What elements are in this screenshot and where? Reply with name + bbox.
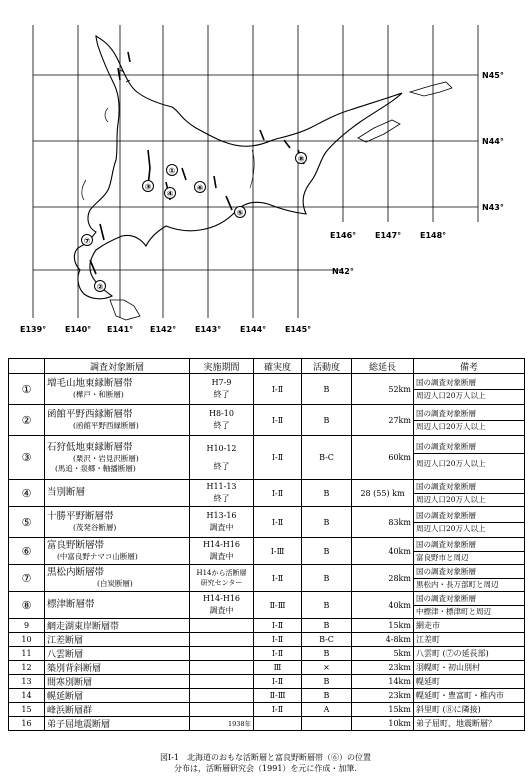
table-row xyxy=(9,592,525,619)
remarks-cell xyxy=(414,565,525,592)
lon-label-139: E139° xyxy=(20,325,47,334)
hokkaido-fault-map xyxy=(0,0,531,345)
fault-subname: (栗沢・岩見沢断層) xyxy=(73,453,139,463)
activity-cell: B xyxy=(302,374,352,405)
activity-cell: B xyxy=(302,405,352,436)
table-row xyxy=(9,647,525,661)
certainty-cell: Ⅰ-Ⅱ xyxy=(254,480,302,507)
row-number: ① xyxy=(9,374,45,405)
fault-name: 網走湖東岸断層帯 xyxy=(45,619,190,633)
marker-6: ⑥ xyxy=(196,183,204,193)
remarks-cell xyxy=(414,538,525,565)
lon-label-146: E146° xyxy=(330,231,357,240)
remark-line: 国の調査対象断層 xyxy=(416,593,476,603)
fault-survey-table xyxy=(8,358,525,731)
period-cell xyxy=(190,436,254,480)
row-number: ⑥ xyxy=(9,538,45,565)
period-years: H11-13 xyxy=(206,482,237,491)
period-cell xyxy=(190,619,254,633)
activity-cell: B xyxy=(302,647,352,661)
fault-subname: (函館平野西縁断層) xyxy=(73,421,139,430)
remark-line: 国の調査対象断層 xyxy=(416,408,476,418)
remark-line: 国の調査対象断層 xyxy=(416,481,476,491)
fault-subname: (白炭断層) xyxy=(97,579,133,588)
row-number: 12 xyxy=(9,661,45,675)
fault-name: 八雲断層 xyxy=(45,647,190,661)
fault-name: 石狩低地東縁断層帯 xyxy=(47,441,133,453)
table-row xyxy=(9,619,525,633)
remark-line: 国の調査対象断層 xyxy=(416,539,476,549)
lat-label-44: N44° xyxy=(482,137,504,146)
certainty-cell: Ⅰ-Ⅱ xyxy=(254,703,302,717)
length-cell: 15km xyxy=(352,619,414,633)
remarks-cell: 羽幌町・初山別村 xyxy=(414,661,525,675)
fault-name-cell xyxy=(45,436,190,480)
fault-name: 富良野断層帯 xyxy=(47,540,105,551)
period-years: H14-H16 xyxy=(202,540,240,549)
remark-line: 国の調査対象断層 xyxy=(416,566,476,576)
activity-cell: B xyxy=(302,689,352,703)
fault-name: 幌延断層 xyxy=(45,689,190,703)
fault-lines xyxy=(90,52,304,274)
remarks-cell: 弟子屈町、地震断層？ xyxy=(414,717,525,731)
activity-cell: × xyxy=(302,661,352,675)
table-row xyxy=(9,436,525,480)
certainty-cell xyxy=(254,717,302,731)
marker-8: ⑧ xyxy=(297,154,305,164)
certainty-cell: Ⅰ-Ⅱ xyxy=(254,675,302,689)
remark-line: 黒松内・長万部町と周辺 xyxy=(414,578,524,591)
table-row xyxy=(9,405,525,436)
remarks-cell: 幌延町 xyxy=(414,675,525,689)
length-cell: 15km xyxy=(352,703,414,717)
length-cell: 10km xyxy=(352,717,414,731)
row-number: 14 xyxy=(9,689,45,703)
row-number: 9 xyxy=(9,619,45,633)
fault-name: 十勝平野断層帯 xyxy=(47,511,114,522)
fault-subname-2: (馬追・泉郷・軸播断層) xyxy=(55,463,136,473)
fault-name: 当別断層 xyxy=(47,487,86,498)
remark-line: 国の調査対象断層 xyxy=(416,442,476,451)
remarks-cell: 八雲町 (⑦の延長部) xyxy=(414,647,525,661)
row-number: ② xyxy=(9,405,45,436)
lon-label-142: E142° xyxy=(150,325,177,334)
certainty-cell: Ⅰ-Ⅱ xyxy=(254,619,302,633)
certainty-cell: Ⅰ-Ⅱ xyxy=(254,374,302,405)
period-cell xyxy=(190,374,254,405)
header-certainty: 確実度 xyxy=(254,359,302,374)
lon-label-141: E141° xyxy=(107,325,134,334)
fault-name: 黒松内断層帯 xyxy=(47,567,105,578)
caption-line-1: 図Ⅰ-1 北海道のおもな活断層と富良野断層帯（⑥）の位置 xyxy=(160,753,371,762)
period-years: H13-16 xyxy=(206,511,237,520)
coastline xyxy=(74,36,452,320)
period-years: H8-10 xyxy=(209,409,234,418)
marker-5: ⑤ xyxy=(236,208,244,218)
row-number: ⑤ xyxy=(9,507,45,538)
fault-name-cell xyxy=(45,480,190,507)
table-header-row xyxy=(9,359,525,374)
period-cell xyxy=(190,592,254,619)
marker-4: ④ xyxy=(166,189,174,199)
remark-line: 周辺人口20万人以上 xyxy=(414,493,524,506)
remark-line: 周辺人口20万人以上 xyxy=(414,453,524,474)
activity-cell xyxy=(302,717,352,731)
lon-label-145: E145° xyxy=(285,325,312,334)
table-row xyxy=(9,661,525,675)
table-row xyxy=(9,689,525,703)
fault-subname: (樺戸・和断層) xyxy=(73,390,124,399)
fault-subname: (茂発谷断層) xyxy=(73,523,117,532)
remark-line: 国の調査対象断層 xyxy=(416,510,476,520)
length-cell: 14km xyxy=(352,675,414,689)
activity-cell: B xyxy=(302,619,352,633)
remarks-cell: 斜里町 (⑧に隣接) xyxy=(414,703,525,717)
activity-cell: B xyxy=(302,565,352,592)
fault-name-cell xyxy=(45,565,190,592)
header-activity: 活動度 xyxy=(302,359,352,374)
remarks-cell xyxy=(414,374,525,405)
period-cell xyxy=(190,405,254,436)
remark-line: 周辺人口20万人以上 xyxy=(414,522,524,535)
period-cell xyxy=(190,633,254,647)
table-row xyxy=(9,703,525,717)
fault-name: 標津断層帯 xyxy=(47,599,95,610)
fault-name: 築別背斜断層 xyxy=(45,661,190,675)
remarks-cell xyxy=(414,436,525,480)
table-row xyxy=(9,565,525,592)
row-number: ⑦ xyxy=(9,565,45,592)
certainty-cell: Ⅰ-Ⅱ xyxy=(254,507,302,538)
marker-3: ③ xyxy=(144,182,152,192)
lon-label-144: E144° xyxy=(240,325,267,334)
activity-cell: B xyxy=(302,675,352,689)
certainty-cell: Ⅰ-Ⅱ xyxy=(254,436,302,480)
remarks-cell: 幌延町・豊富町・稚内市 xyxy=(414,689,525,703)
period-status: 調査中 xyxy=(209,606,234,615)
period-status: 研究センター xyxy=(200,579,243,587)
row-number: 15 xyxy=(9,703,45,717)
certainty-cell: Ⅰ-Ⅱ xyxy=(254,633,302,647)
activity-cell: B xyxy=(302,507,352,538)
row-number: ⑧ xyxy=(9,592,45,619)
table-row xyxy=(9,374,525,405)
period-years: H10-12 xyxy=(206,443,237,453)
length-cell: 40km xyxy=(352,592,414,619)
row-number: ③ xyxy=(9,436,45,480)
remark-line: 中標津・標津町と周辺 xyxy=(414,605,524,618)
marker-7: ⑦ xyxy=(83,236,91,246)
remarks-cell: 網走市 xyxy=(414,619,525,633)
period-cell xyxy=(190,647,254,661)
certainty-cell: Ⅰ-Ⅲ xyxy=(254,538,302,565)
period-cell xyxy=(190,675,254,689)
period-status: 調査中 xyxy=(209,523,234,532)
length-cell: 27km xyxy=(352,405,414,436)
lon-label-140: E140° xyxy=(65,325,92,334)
table-row xyxy=(9,480,525,507)
marker-2: ② xyxy=(96,282,104,292)
activity-cell: B xyxy=(302,538,352,565)
table-row xyxy=(9,675,525,689)
remark-line: 国の調査対象断層 xyxy=(416,377,476,387)
header-remarks: 備考 xyxy=(414,359,525,374)
remarks-cell: 江差町 xyxy=(414,633,525,647)
activity-cell: B xyxy=(302,592,352,619)
row-number: ④ xyxy=(9,480,45,507)
fault-subname: (中富良野ナマコ山断層) xyxy=(57,552,138,561)
period-status: 調査中 xyxy=(209,552,234,561)
certainty-cell: Ⅰ-Ⅱ xyxy=(254,405,302,436)
remarks-cell xyxy=(414,480,525,507)
length-cell: 40km xyxy=(352,538,414,565)
remarks-cell xyxy=(414,507,525,538)
graticule xyxy=(33,25,478,318)
remark-line: 富良野市と周辺 xyxy=(414,551,524,564)
fault-survey-table-container xyxy=(8,358,524,731)
certainty-cell: Ⅱ-Ⅲ xyxy=(254,689,302,703)
table-row xyxy=(9,507,525,538)
lon-label-148: E148° xyxy=(420,231,447,240)
period-cell xyxy=(190,565,254,592)
marker-1: ① xyxy=(168,166,176,176)
period-cell xyxy=(190,689,254,703)
length-cell: 52km xyxy=(352,374,414,405)
fault-name: 間寒別断層 xyxy=(45,675,190,689)
activity-cell: A xyxy=(302,703,352,717)
figure-caption xyxy=(0,752,531,774)
row-number: 11 xyxy=(9,647,45,661)
period-status: 終了 xyxy=(213,390,230,399)
length-cell: 83km xyxy=(352,507,414,538)
period-years: H14から活断層 xyxy=(196,569,247,577)
caption-line-2: 分布は，活断層研究会（1991）を元に作成・加筆. xyxy=(174,764,357,773)
fault-name: 峰浜断層群 xyxy=(45,703,190,717)
longitude-labels xyxy=(20,231,446,334)
lat-label-42: N42° xyxy=(332,267,354,276)
fault-name-cell xyxy=(45,374,190,405)
period-years: H14-H16 xyxy=(202,594,240,603)
period-cell xyxy=(190,507,254,538)
length-cell: 23km xyxy=(352,661,414,675)
fault-name: 増毛山地東縁断層帯 xyxy=(47,378,133,389)
fault-name: 江差断層 xyxy=(45,633,190,647)
lat-label-45: N45° xyxy=(482,71,504,80)
fault-name-cell xyxy=(45,592,190,619)
remark-line: 周辺人口20万人以上 xyxy=(414,420,524,433)
table-row xyxy=(9,538,525,565)
lon-label-147: E147° xyxy=(375,231,402,240)
table-row xyxy=(9,717,525,731)
length-cell: 60km xyxy=(352,436,414,480)
period-cell xyxy=(190,538,254,565)
certainty-cell: Ⅲ xyxy=(254,661,302,675)
activity-cell: B xyxy=(302,480,352,507)
period-cell: 1938年 xyxy=(190,717,254,731)
fault-name-cell xyxy=(45,538,190,565)
fault-name-cell xyxy=(45,405,190,436)
certainty-cell: Ⅰ-Ⅱ xyxy=(254,565,302,592)
lat-label-43: N43° xyxy=(482,203,504,212)
header-total-length: 総延長 xyxy=(352,359,414,374)
remarks-cell xyxy=(414,405,525,436)
remark-line: 周辺人口20万人以上 xyxy=(414,389,524,402)
period-status: 終了 xyxy=(213,461,230,471)
lon-label-143: E143° xyxy=(195,325,222,334)
fault-name-cell xyxy=(45,507,190,538)
row-number: 10 xyxy=(9,633,45,647)
length-cell: 4-8km xyxy=(352,633,414,647)
fault-markers xyxy=(82,153,307,292)
remarks-cell xyxy=(414,592,525,619)
activity-cell: B-C xyxy=(302,633,352,647)
header-period: 実施期間 xyxy=(190,359,254,374)
header-target-fault: 調査対象断層 xyxy=(45,359,190,374)
period-cell xyxy=(190,480,254,507)
period-status: 終了 xyxy=(213,421,230,430)
fault-name: 函館平野西縁断層帯 xyxy=(47,409,133,420)
fault-name: 弟子屈地震断層 xyxy=(45,717,190,731)
period-years: H7-9 xyxy=(211,378,232,387)
length-cell: 28 (55) km xyxy=(352,480,414,507)
header-number xyxy=(9,359,45,374)
certainty-cell: Ⅰ-Ⅱ xyxy=(254,647,302,661)
certainty-cell: Ⅱ-Ⅲ xyxy=(254,592,302,619)
period-cell xyxy=(190,661,254,675)
period-status: 終了 xyxy=(213,494,230,503)
row-number: 16 xyxy=(9,717,45,731)
activity-cell: B-C xyxy=(302,436,352,480)
row-number: 13 xyxy=(9,675,45,689)
length-cell: 28km xyxy=(352,565,414,592)
period-cell xyxy=(190,703,254,717)
table-row xyxy=(9,633,525,647)
length-cell: 5km xyxy=(352,647,414,661)
length-cell: 23km xyxy=(352,689,414,703)
